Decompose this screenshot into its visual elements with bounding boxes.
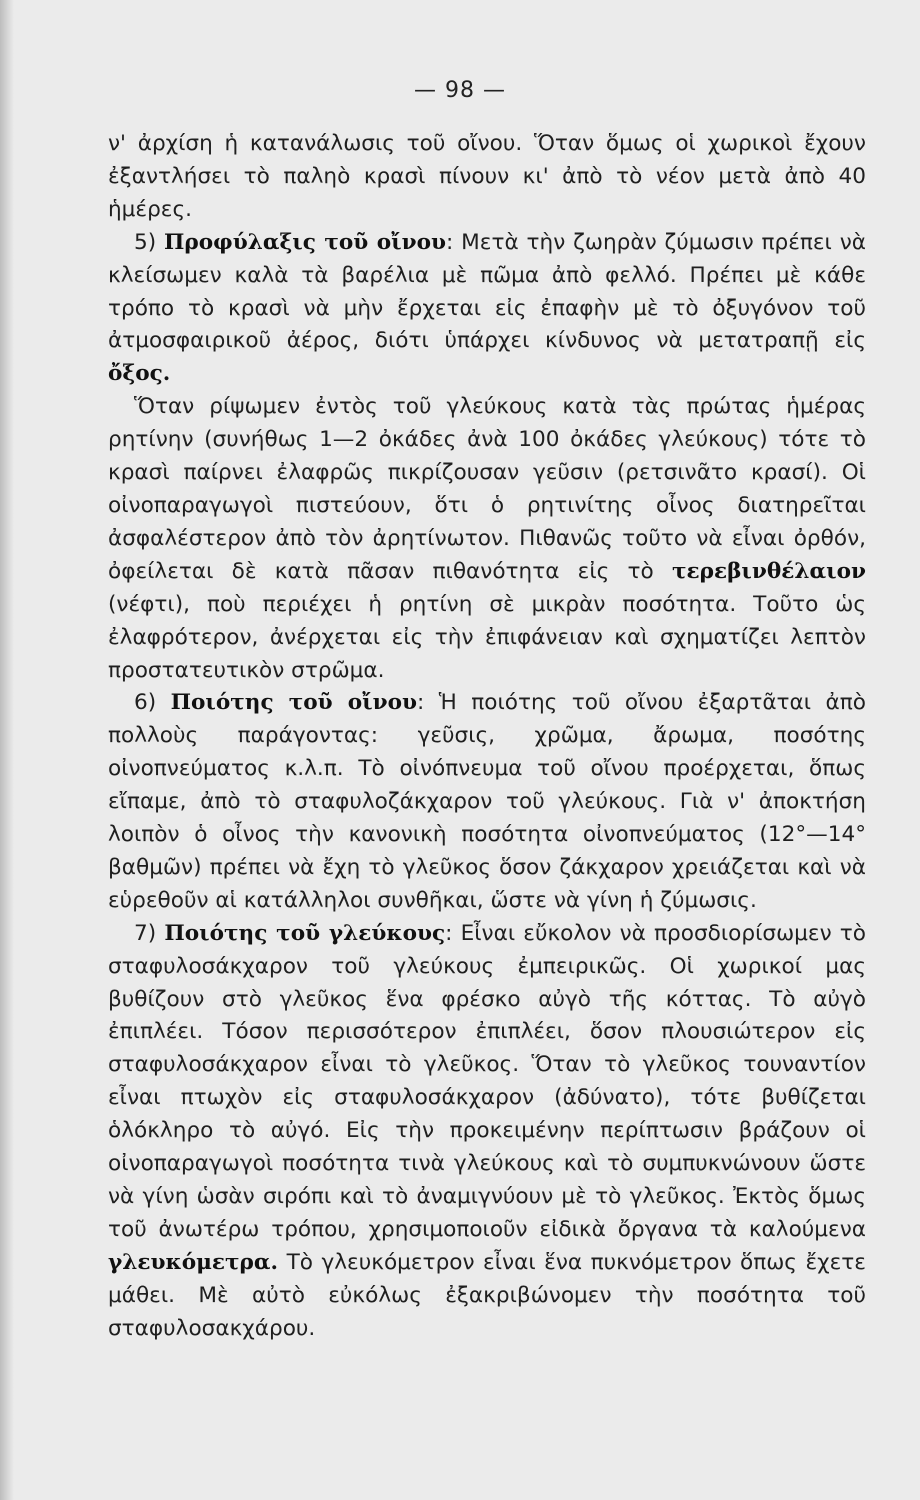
page-number: — 98 — (414, 78, 506, 103)
paragraph-resin (108, 391, 866, 687)
paragraph-7-bold-term: γλευκόμετρα. (108, 1249, 279, 1275)
paragraph-7: 7) Ποιότης τοῦ γλεύκους: Εἶναι εὔκολον νὰ προσδιορίσωμεν τὸ σταφυλοσάκχαρον τοῦ γλεύκους ἐμπειρικῶς. Οἱ χωρικοί μας βυθίζουν στὸ γλεῦκος ἕνα φρέσκο αὐγὸ τῆς κόττας. Τὸ αὐγὸ ἐπιπλέει. Τόσον περισσότερον ἐπιπλέει, ὅσον πλουσιώτερον εἰς σταφυλοσάκχαρον εἶναι τὸ γλεῦκος. Ὅταν τὸ γλεῦκος τουναντίον εἶναι πτωχὸν εἰς σταφυλοσάκχαρον (ἀδύνατο), τότε βυθίζεται ὁλόκληρο τὸ αὐγό. Εἰς τὴν προκειμένην περίπτωσιν βράζουν οἱ οἰνοπαραγωγοὶ ποσότητα τινὰ γλεύκους καὶ τὸ συμπυκνώνουν ὥστε νὰ γίνη ὡσὰν σιρόπι καὶ τὸ ἀναμιγνύουν μὲ τὸ γλεῦκος. Ἐκτὸς ὅμως τοῦ ἀνωτέρω τρόπου, χρησιμοποιοῦν εἰδικὰ ὄργανα τὰ καλούμενα γλευκόμετρα. Τὸ γλευκόμετρον εἶναι ἕνα πυκνόμετρον ὅπως ἔχετε μάθει. Μὲ αὐτὸ εὐκόλως ἐξακριβώνομεν τὴν ποσότητα τοῦ σταφυλοσακχάρου. (108, 920, 867, 1341)
paragraph-6: 6) Ποιότης τοῦ οἴνου: Ἡ ποιότης τοῦ οἴνου ἐξαρτᾶται ἀπὸ πολλοὺς παράγοντας: γεῦσις, χρῶμα, ἄρωμα, ποσότης οἰνοπνεύματος κ.λ.π. Τὸ οἰνόπνευμα τοῦ οἴνου προέρχεται, ὅπως εἴπαμε, ἀπὸ τὸ σταφυλοζάκχαρον τοῦ γλεύκους. Γιὰ ν' ἀποκτήση λοιπὸν ὁ οἶνος τὴν κανονικὴ ποσότητα οἰνοπνεύματος (12°—14° βαθμῶν) πρέπει νὰ ἔχη τὸ γλεῦκος ὅσον ζάκχαρον χρειάζεται καὶ νὰ εὑρεθοῦν αἱ κατάλληλοι συνθῆκαι, ὥστε νὰ γίνη ἡ ζύμωσις. (108, 690, 866, 913)
section-heading: Ποιότης τοῦ οἴνου (170, 690, 417, 716)
paragraph-1-text: ν' ἀρχίση ἡ κατανάλωσις τοῦ οἴνου. Ὅταν ὅμως οἱ χωρικοὶ ἔχουν ἐξαντλήσει τὸ παληὸ κρασὶ πίνουν κι' ἀπὸ τὸ νέον μετὰ ἀπὸ 40 ἡμέρες. (108, 131, 866, 222)
paragraph-5-text: Μετὰ τὴν ζωηρὰν ζύμωσιν πρέπει νὰ κλείσωμεν καλὰ τὰ βαρέλια μὲ πῶμα ἀπὸ φελλό. Πρέπει μὲ κάθε τρόπο τὸ κρασὶ νὰ μὴν ἔρχεται εἰς ἐπαφὴν μὲ τὸ ὀξυγόνον τοῦ ἀτμοσφαιρικοῦ ἀέρος, διότι ὑπάρχει κίνδυνος νὰ μετατραπῇ εἰς (108, 229, 866, 354)
paragraph-6-text: Ἡ ποιότης τοῦ οἴνου ἐξαρτᾶται ἀπὸ πολλοὺς παράγοντας: γεῦσις, χρῶμα, ἄρωμα, ποσότης οἰνοπνεύματος κ.λ.π. Τὸ οἰνόπνευμα τοῦ οἴνου προέρχεται, ὅπως εἴπαμε, ἀπὸ τὸ σταφυλοζάκχαρον τοῦ γλεύκους. Γιὰ ν' ἀποκτήση λοιπὸν ὁ οἶνος τὴν κανονικὴ ποσότητα οἰνοπνεύματος (12°—14° βαθμῶν) πρέπει νὰ ἔχη τὸ γλεῦκος ὅσον ζάκχαρον χρειάζεται καὶ νὰ εὑρεθοῦν αἱ κατάλληλοι συνθῆκαι, ὥστε νὰ γίνη ἡ ζύμωσις. (108, 690, 866, 913)
section-number: 5) (134, 229, 157, 255)
page-body (108, 128, 866, 1346)
paragraph-7-text-before: Εἶναι εὔκολον νὰ προσδιορίσωμεν τὸ σταφυλοσάκχαρον τοῦ γλεύκους ἐμπειρικῶς. Οἱ χωρικοί μας βυθίζουν στὸ γλεῦκος ἕνα φρέσκο αὐγὸ τῆς κόττας. Τὸ αὐγὸ ἐπιπλέει. Τόσον περισσότερον ἐπιπλέει, ὅσον πλουσιώτερον εἰς σταφυλοσάκχαρον εἶναι τὸ γλεῦκος. Ὅταν τὸ γλεῦκος τουναντίον εἶναι πτωχὸν εἰς σταφυλοσάκχαρον (ἀδύνατο), τότε βυθίζεται ὁλόκληρο τὸ αὐγό. Εἰς τὴν προκειμένην περίπτωσιν βράζουν οἱ οἰνοπαραγωγοὶ ποσότητα τινὰ γλεύκους καὶ τὸ συμπυκνώνουν ὥστε νὰ γίνη ὡσὰν σιρόπι καὶ τὸ ἀναμιγνύουν μὲ τὸ γλεῦκος. Ἐκτὸς ὅμως τοῦ ἀνωτέρω τρόπου, χρησιμοποιοῦν εἰδικὰ ὄργανα τὰ καλούμενα (108, 920, 867, 1242)
page-binding-shadow (0, 0, 14, 1500)
section-number: 6) (134, 690, 157, 716)
paragraph-resin-bold-term: τερεβινθέλαιον (671, 558, 866, 584)
section-heading: Προφύλαξις τοῦ οἴνου (164, 229, 447, 255)
paragraph-resin-text-before: Ὅταν ρίψωμεν ἐντὸς τοῦ γλεύκους κατὰ τὰς πρώτας ἡμέρας ρητίνην (συνήθως 1—2 ὀκάδες ἀνὰ 100 ὀκάδες γλεύκους) τότε τὸ κρασὶ παίρνει ἐλαφρῶς πικρίζουσαν γεῦσιν (ρετσινᾶτο κρασί). Οἱ οἰνοπαραγωγοὶ πιστεύουν, ὅτι ὁ ρητινίτης οἶνος διατηρεῖται ἀσφαλέστερον ἀπὸ τὸν ἀρητίνωτον. Πιθανῶς τοῦτο νὰ εἶναι ὀρθόν, ὀφείλεται δὲ κατὰ πᾶσαν πιθανότητα εἰς τὸ (108, 394, 866, 584)
paragraph-1 (108, 128, 866, 227)
section-number: 7) (134, 920, 157, 946)
paragraph-resin-text-after: (νέφτι), ποὺ περιέχει ἡ ρητίνη σὲ μικρὰν ποσότητα. Τοῦτο ὡς ἐλαφρότερον, ἀνέρχεται εἰς τὴν ἐπιφάνειαν καὶ σχηματίζει λεπτὸν προστατευτικὸν στρῶμα. (108, 591, 866, 683)
section-heading: Ποιότης τοῦ γλεύκους (164, 920, 446, 946)
paragraph-7-text-after: Τὸ γλευκόμετρον εἶναι ἕνα πυκνόμετρον ὅπως ἔχετε μάθει. Μὲ αὐτὸ εὐκόλως ἐξακριβώνομεν τὴν ποσότητα τοῦ σταφυλοσακχάρου. (108, 1249, 866, 1341)
paragraph-5-bold-term: ὄξος. (108, 361, 171, 387)
paragraph-5: 5) Προφύλαξις τοῦ οἴνου: Μετὰ τὴν ζωηρὰν ζύμωσιν πρέπει νὰ κλείσωμεν καλὰ τὰ βαρέλια μὲ πῶμα ἀπὸ φελλό. Πρέπει μὲ κάθε τρόπο τὸ κρασὶ νὰ μὴν ἔρχεται εἰς ἐπαφὴν μὲ τὸ ὀξυγόνον τοῦ ἀτμοσφαιρικοῦ ἀέρος, διότι ὑπάρχει κίνδυνος νὰ μετατραπῇ εἰς ὄξος. (108, 229, 866, 387)
